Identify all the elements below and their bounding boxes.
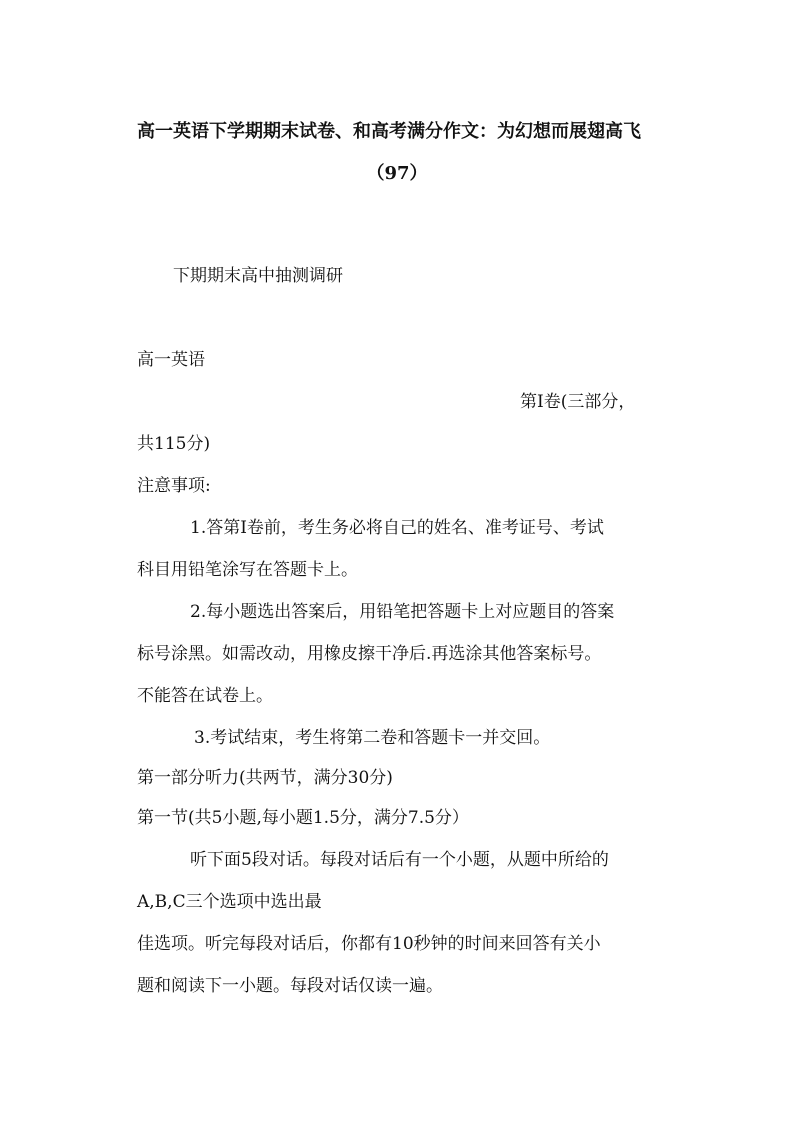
notice-item-2: 2.每小题选出答案后，用铅笔把答题卡上对应题目的答案 [190, 602, 615, 622]
notice-item-1-continued: 科目用铅笔涂写在答题卡上。 [137, 560, 358, 580]
part-heading: 第Ⅰ卷(三部分， [520, 392, 636, 412]
document-title-number: （97） [366, 163, 428, 184]
exam-subtitle: 下期期末高中抽测调研 [173, 266, 343, 286]
notice-item-1: 1.答第Ⅰ卷前，考生务必将自己的姓名、准考证号、考试 [190, 518, 604, 538]
section-heading: 第一部分听力(共两节，满分30分) [137, 768, 393, 788]
notice-heading: 注意事项: [137, 476, 211, 496]
instruction-paragraph-continued-3: 题和阅读下一小题。每段对话仅读一遍。 [137, 976, 443, 996]
subsection-heading: 第一节(共5小题,每小题1.5分，满分7.5分） [137, 808, 469, 828]
notice-item-2-continued-2: 不能答在试卷上。 [137, 686, 273, 706]
document-title: 高一英语下学期期末试卷、和高考满分作文：为幻想而展翅高飞 [137, 121, 641, 142]
instruction-paragraph-continued: A,B,C三个选项中选出最 [137, 892, 322, 912]
notice-item-2-continued: 标号涂黑。如需改动，用橡皮擦干净后.再选涂其他答案标号。 [137, 644, 602, 664]
part-score: 共115分) [137, 434, 211, 454]
notice-item-3: 3.考试结束，考生将第二卷和答题卡一并交回。 [194, 728, 551, 748]
exam-subject: 高一英语 [137, 350, 205, 370]
instruction-paragraph: 听下面5段对话。每段对话后有一个小题，从题中所给的 [190, 850, 609, 870]
instruction-paragraph-continued-2: 佳选项。听完每段对话后，你都有10秒钟的时间来回答有关小 [137, 934, 601, 954]
